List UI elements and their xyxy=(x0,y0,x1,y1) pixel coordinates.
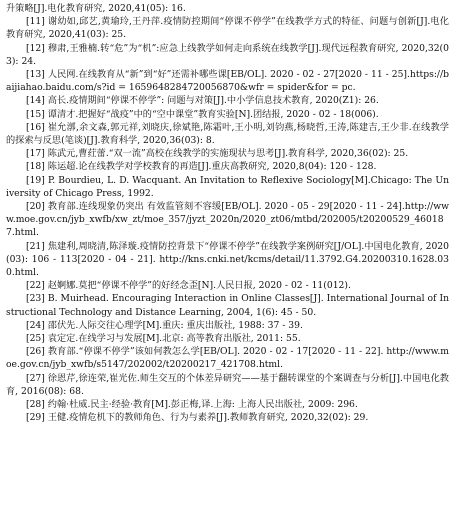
reference-item-22: [22] 赵婀娜.莫把“停课不停学”的好经念歪[N].人民日报, 2020 - 02 - 11(012). xyxy=(26,280,351,292)
reference-item-20: [20] 教育部.连线现象仍突出 有效监管刻不容缓[EB/OL]. 2020 - 05 - 29[2020 - 11 - 24].http://www.moe.gov.cn/jyb_xwfb/xw_zt/moe_357/jyzt_2020n/2020_zt06/mtbd/202005/t20200529_460187.html. xyxy=(6,201,449,239)
reference-item-18: [18] 陈运超.论在线教学对学校教育的再造[J].重庆高教研究, 2020,8(04): 120 - 128. xyxy=(26,161,377,173)
reference-item-15: [15] 谭清才.把握好“战疫”中的“空中课堂”教育实验[N].团结报, 2020 - 02 - 18(006). xyxy=(26,108,379,120)
reference-item-27: [27] 徐恩芹,徐连荣,崔光佐.师生交互的个体差异研究——基于翻转课堂的个案调查与分析[J].中国电化教育, 2016(08): 68. xyxy=(6,372,449,397)
reference-item-10-continued: 升策略[J].电化教育研究, 2020,41(05): 16. xyxy=(6,3,186,14)
reference-item-12: [12] 穆肃,王雅楠.转“危”为“机”:应急上线教学如何走向系统在线教学[J].现代远程教育研究, 2020,32(03): 24. xyxy=(6,42,449,67)
reference-item-13: [13] 人民网.在线教育从“新”到“好”还需补哪些课[EB/OL]. 2020 - 02 - 27[2020 - 11 - 25].https://baijiahao.baidu.com/s?id = 1659648284720056870&wfr = spider&for = pc. xyxy=(6,69,449,94)
reference-item-11: [11] 谢幼如,邱艺,黄瑜玲,王丹萍.疫情防控期间“停课不停学”在线教学方式的特征、问题与创新[J].电化教育研究, 2020,41(03): 25. xyxy=(6,16,449,41)
reference-item-14: [14] 高长.疫情期间“停课不停学”: 问题与对策[J].中小学信息技术教育, 2020(Z1): 26. xyxy=(26,95,379,107)
reference-item-17: [17] 陈武元,曹荭蕾.“双一流”高校在线教学的实施现状与思考[J].教育科学, 2020,36(02): 25. xyxy=(26,148,409,160)
reference-item-29: [29] 王健.疫情危机下的教师角色、行为与素养[J].教师教育研究, 2020,32(02): 29. xyxy=(26,412,369,424)
reference-item-21: [21] 焦建利,周晓清,陈泽璇.疫情防控背景下“停课不停学”在线教学案例研究[J/OL].中国电化教育, 2020(03): 106 - 113[2020 - 04 - 21]. http://kns.cnki.net/kcms/detail/11.3792.G4.20200310.1628.030.html. xyxy=(6,240,449,279)
reference-item-28: [28] 约翰·杜威.民主·经验·教育[M].彭正梅,译.上海: 上海人民出版社, 2009: 296. xyxy=(26,399,358,411)
reference-item-19: [19] P. Bourdieu, L. D. Wacquant. An Invitation to Reflexive Sociology[M].Chicago: The University of Chicago Press, 1992. xyxy=(6,174,449,199)
reference-item-25: [25] 袁定定.在线学习与发展[M].北京: 高等教育出版社, 2011: 55. xyxy=(26,333,301,345)
reference-item-26: [26] 教育部.“停课不停学”该如何教怎么学[EB/OL]. 2020 - 02 - 17[2020 - 11 - 22]. http://www.moe.gov.cn/jyb_xwfb/s5147/202002/t20200217_421708.html. xyxy=(6,346,449,371)
reference-item-16: [16] 崔允漷,余文森,郭元祥,刘晓庆,徐斌艳,陈霜叶,王小明,刘钧燕,杨晓哲,王涛,陈建吉,王少非.在线教学的探索与反思(笔谈)[J].教育科学, 2020,36(03): 8. xyxy=(6,121,449,147)
reference-item-24: [24] 邵伏先.人际交往心理学[M].重庆: 重庆出版社, 1988: 37 - 39. xyxy=(26,319,303,331)
reference-item-23: [23] B. Muirhead. Encouraging Interaction in Online Classes[J]. International Journal of Instructional Technology and Distance Learning, 2004, 1(6): 45 - 50. xyxy=(6,293,449,318)
